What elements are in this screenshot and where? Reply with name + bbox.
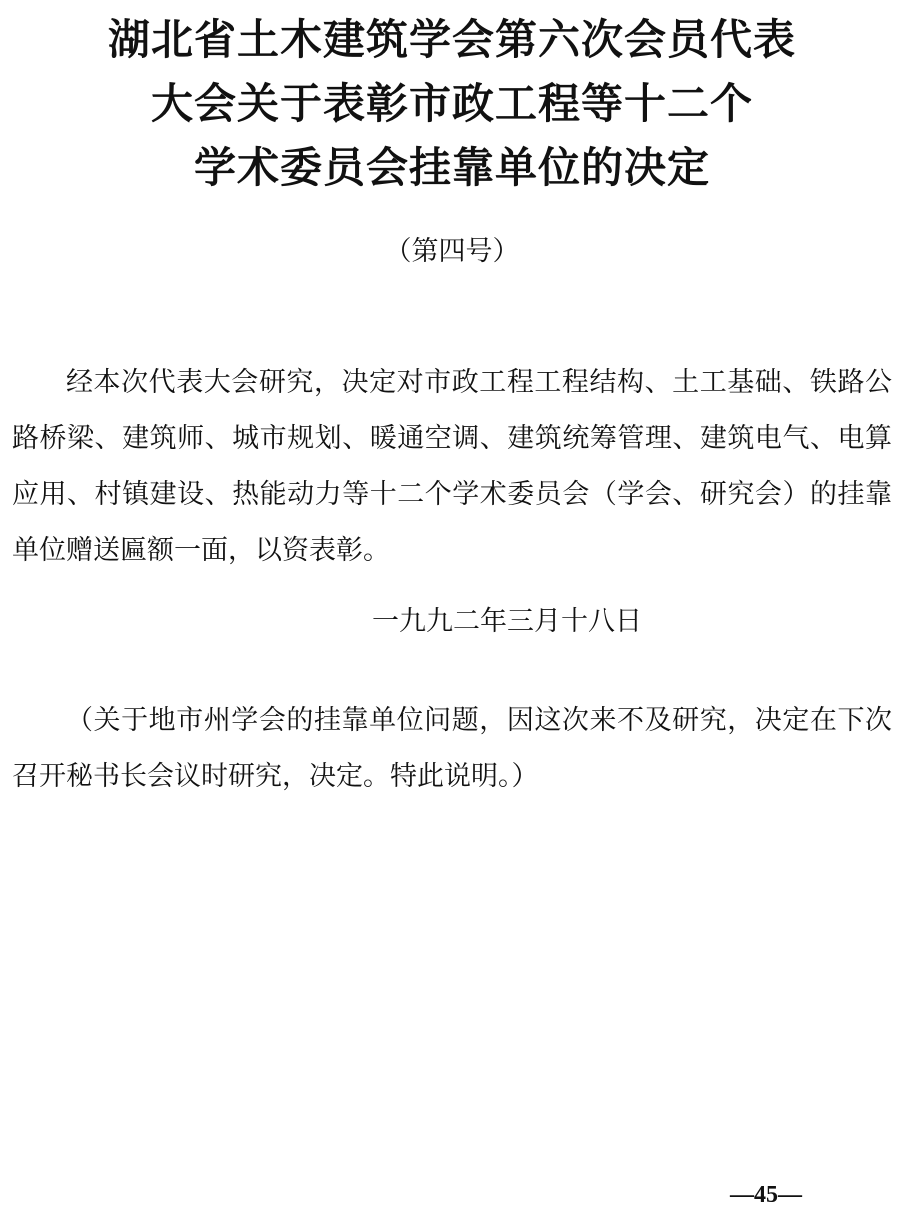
note-paragraph: （关于地市州学会的挂靠单位问题，因这次来不及研究，决定在下次召开秘书长会议时研究，决定。特此说明。） (12, 705, 892, 792)
title-line-1: 湖北省土木建筑学会第六次会员代表 (107, 15, 796, 64)
page-number: —45— (730, 1182, 802, 1208)
document-number: （第四号） (384, 236, 520, 267)
document-date: 一九九二年三月十八日 (372, 606, 642, 637)
title-line-2: 大会关于表彰市政工程等十二个 (150, 79, 753, 128)
title-line-3: 学术委员会挂靠单位的决定 (193, 143, 710, 192)
document-title (0, 8, 904, 200)
body-paragraph: 经本次代表大会研究，决定对市政工程工程结构、土工基础、铁路公路桥梁、建筑师、城市规划、暖通空调、建筑统筹管理、建筑电气、电算应用、村镇建设、热能动力等十二个学术委员会（学会、研究会）的挂靠单位赠送匾额一面，以资表彰。 (12, 367, 892, 566)
